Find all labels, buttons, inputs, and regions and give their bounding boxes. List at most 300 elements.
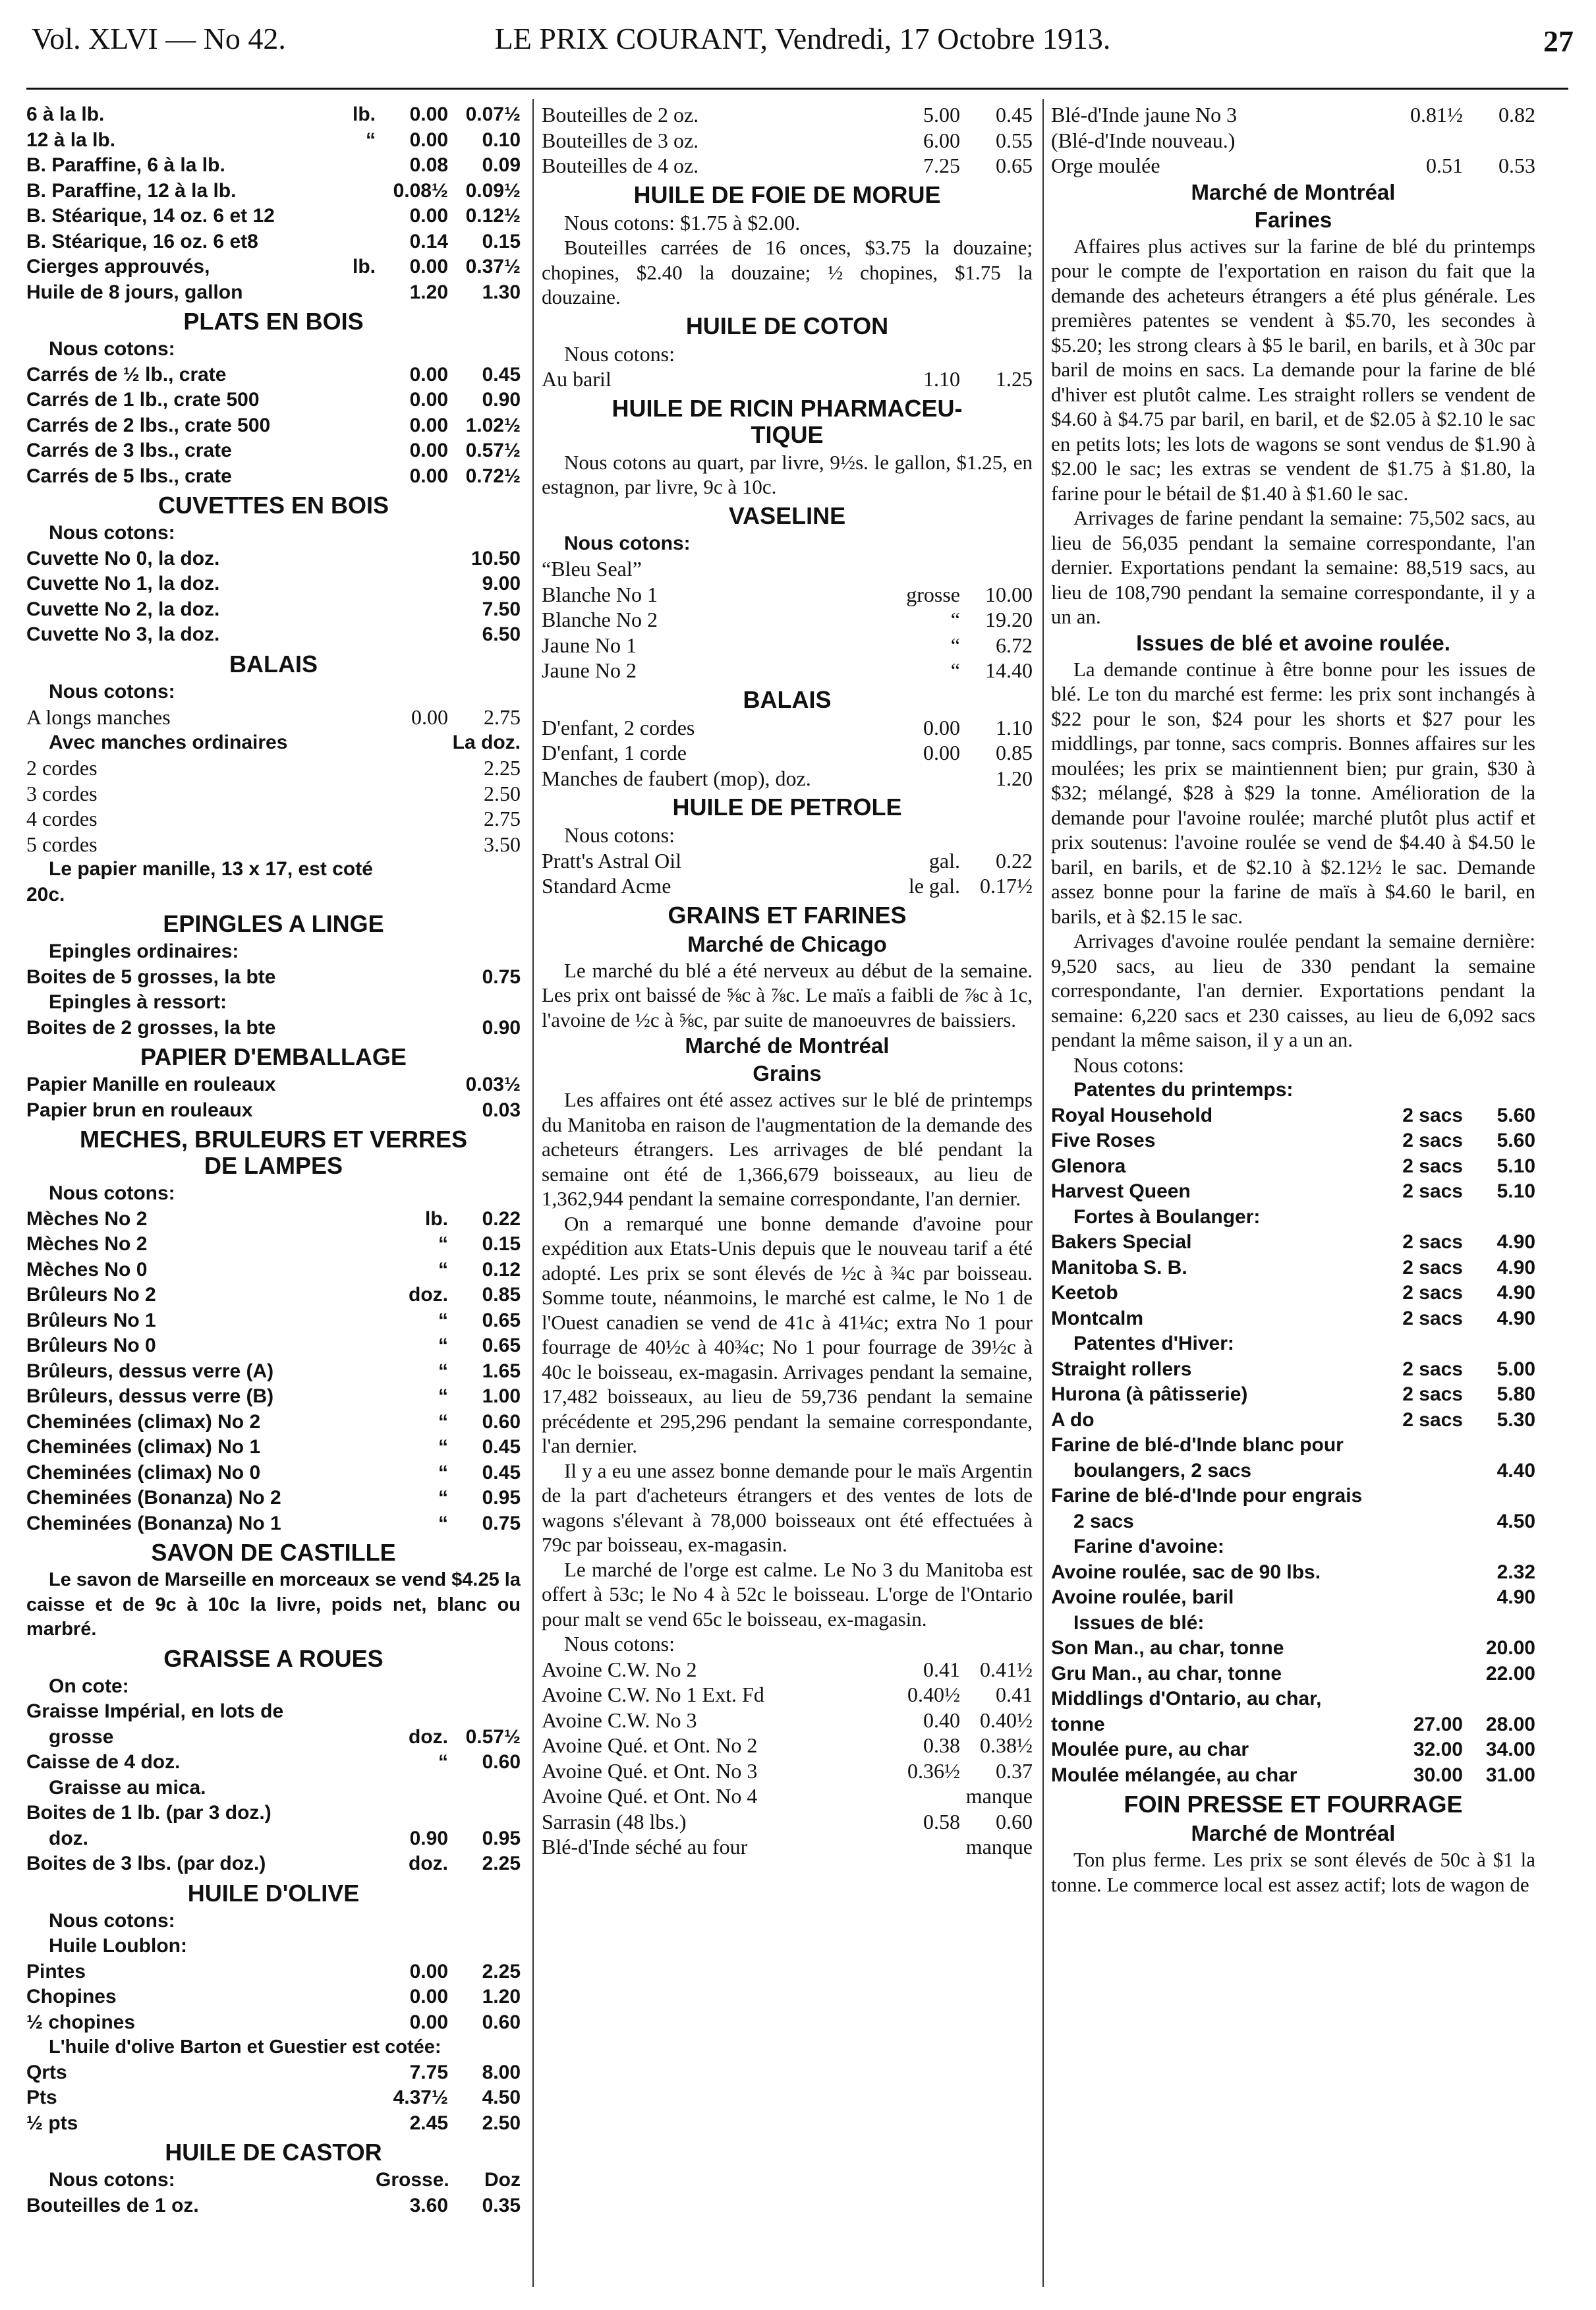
item-unit: 2 sacs (1402, 1358, 1463, 1380)
item-price: 2.25 (484, 756, 521, 780)
market-heading: Marché de Montréal (685, 1033, 890, 1058)
price-row (26, 2085, 521, 2111)
castor-rows-cont (542, 102, 1033, 179)
item-price: 2.50 (484, 781, 521, 805)
item-price: 5.30 (1496, 1408, 1535, 1431)
price-row (1073, 1458, 1535, 1484)
item-unit: 2 sacs (1402, 1180, 1463, 1202)
item-unit: doz. (409, 1725, 448, 1748)
price-row (26, 1410, 521, 1435)
item-price: 0.37 (996, 1758, 1033, 1783)
price-row (26, 388, 521, 413)
item-name: Mèches No 0 (26, 1258, 148, 1281)
column-2 (542, 102, 1033, 2297)
item-unit: 2 sacs (1402, 1307, 1463, 1329)
market-heading: Marché de Montréal (1191, 1821, 1396, 1845)
item-name: Carrés de 1 lb., crate 500 (26, 389, 260, 411)
item-name: Five Roses (1051, 1130, 1156, 1151)
sub-label: Huile Loublon: (49, 1935, 187, 1957)
grains-paragraph: Il y a eu une assez bonne demande pour le maïs Argentin de la part d'acheteurs étrangers et des ventes de lots de wagons s'élevant à 78,000 boisseaux ont été effectuées à 79c par boisseau, ex-magasin. (542, 1458, 1033, 1556)
item-unit: gal. (928, 848, 960, 873)
price-row (26, 781, 521, 807)
item-name: Avoine roulée, baril (1051, 1586, 1234, 1608)
price-row (26, 2010, 521, 2036)
item-name: Huile de 8 jours, gallon (26, 281, 243, 303)
grains-paragraph: Les affaires ont été assez actives sur le blé de printemps du Manitoba en raison de l'augmentation de la demande des acheteurs étrangers. Les arrivages de blé pendant la semaine ont été de 1,366,679 boisseaux, au lieu de 1,362,944 pendant la semaine correspondante, l'an dernier. (542, 1088, 1033, 1210)
item-price: 0.65 (482, 1309, 521, 1331)
item-price: 2.50 (482, 2112, 521, 2134)
plats-list (26, 362, 521, 490)
item-price: 0.75 (482, 1512, 521, 1534)
price-row (542, 128, 1033, 154)
item-price: 0.57½ (465, 1725, 521, 1748)
item-name: Straight rollers (1051, 1358, 1192, 1380)
item-price: 0.03 (482, 1099, 521, 1121)
section-heading: CUVETTES EN BOIS (157, 492, 389, 519)
item-price: 0.81½ (1410, 103, 1463, 127)
item-price: 4.90 (1496, 1586, 1535, 1608)
item-price: Grosse. (376, 2169, 449, 2191)
item-price: 0.00 (409, 2011, 448, 2033)
item-name: 3 cordes (26, 781, 98, 805)
section-heading: HUILE DE PETROLE (672, 794, 902, 821)
item-unit: 2 sacs (1402, 1155, 1463, 1177)
price-row (26, 597, 521, 623)
item-name: Jaune No 2 (542, 658, 637, 682)
price-row (26, 464, 521, 490)
price-row (542, 1834, 1033, 1860)
papier-list (26, 1072, 521, 1123)
item-name: ½ pts (26, 2112, 78, 2134)
item-name: Standard Acme (542, 874, 671, 898)
item-name: 12 à la lb. (26, 129, 116, 151)
price-row (1051, 1382, 1535, 1408)
section-heading: TIQUE (751, 420, 824, 448)
price-row (1051, 102, 1535, 128)
price-row (26, 622, 521, 648)
item-price: 0.12½ (465, 205, 521, 227)
item-name: Brûleurs, dessus verre (B) (26, 1385, 274, 1407)
grains-paragraph: On a remarqué une bonne demande d'avoine pour expédition aux Etats-Unis depuis que le nouveau tarif a été adopté. Les prix se sont élevés de ½c à ¾c par boisseau. Somme toute, néanmoins, le marché est calme, le No 1 de l'Ouest canadien se vend de 41c à 41¼c; extra No 1 pour fourrage de 40½c à 40¾c; No 1 pour fourrage de 39½c à 40c le boisseau, ex-magasin. Arrivages pendant la semaine, 17,482 boisseaux, au lieu de 59,736 pendant la semaine précédente et 295,296 pendant la semaine correspondante, l'an dernier. (542, 1211, 1033, 1457)
section-heading: HUILE DE RICIN PHARMACEU- (612, 394, 963, 422)
sub-label: Fortes à Boulanger: (1073, 1205, 1261, 1228)
section-heading: DE LAMPES (204, 1152, 343, 1179)
item-price: 0.57½ (465, 440, 521, 461)
item-name: Pratt's Astral Oil (542, 848, 681, 873)
item-price: 5.10 (1496, 1155, 1535, 1177)
item-price: 4.50 (1496, 1510, 1535, 1532)
item-price: 34.00 (1485, 1739, 1535, 1760)
item-price: 0.00 (409, 1960, 448, 1982)
item-name: Avoine C.W. No 2 (542, 1657, 697, 1681)
price-row (542, 633, 1033, 658)
price-row (26, 413, 521, 439)
item-price: 4.37½ (393, 2087, 448, 2108)
item-price: 1.02½ (465, 414, 521, 436)
item-unit: lb. (353, 103, 376, 125)
item-price: 0.00 (923, 741, 960, 765)
item-unit: “ (438, 1751, 448, 1773)
item-name: Carrés de 2 lbs., crate 500 (26, 414, 271, 436)
item-name: Glenora (1051, 1155, 1126, 1177)
item-price: 0.00 (409, 103, 448, 125)
item-price: 0.22 (996, 848, 1033, 873)
item-name: Manches de faubert (mop), doz. (542, 766, 811, 790)
vaseline-list (542, 582, 1033, 683)
price-row (542, 607, 1033, 633)
item-name: Bouteilles de 3 oz. (542, 128, 699, 152)
item-unit: “ (438, 1512, 448, 1534)
olive-text: L'huile d'olive Barton et Guestier est cotée: (49, 2036, 442, 2058)
item-name: A longs manches (26, 705, 171, 729)
farine-line: Farine de blé-d'Inde pour engrais (1051, 1485, 1363, 1507)
item-price: 14.40 (985, 658, 1033, 682)
epingles-row (26, 1016, 521, 1041)
item-unit: 2 sacs (1402, 1130, 1463, 1151)
middlings-line: Middlings d'Ontario, au char, (1051, 1688, 1322, 1710)
item-price: 5.60 (1496, 1104, 1535, 1126)
item-price: 0.60 (482, 1410, 521, 1433)
item-name: Gru Man., au char, tonne (1051, 1662, 1282, 1685)
price-row (1051, 1103, 1535, 1129)
quote-label: On cote: (49, 1675, 129, 1697)
price-row (542, 715, 1033, 741)
item-name: Brûleurs No 2 (26, 1284, 156, 1306)
item-price: 1.10 (996, 715, 1033, 739)
item-price: 0.35 (482, 2194, 521, 2216)
farines-paragraph: Affaires plus actives sur la farine de blé du printemps pour le compte de l'exportation en raison du fait que la demande des acheteurs étrangers a été plus générale. Les premières patentes se vendent à $5.70, les secondes à $5.20; les strong clears à $5 le baril, en barils, et à 30c par baril de moins en sacs. La demande pour la farine de blé d'hiver est plutôt calme. Les straight rollers se vendent de $4.60 à $4.75 par baril, en baril, et de $2.05 à $2.10 le sac en petits lots; les lots de wagons se sont vendus de $1.90 à $2.00 le sac; les extras se vendent de $1.75 à $1.80, la farine pour le bétail de $1.40 à $1.60 le sac. (1051, 234, 1535, 505)
item-price: 0.40½ (980, 1708, 1033, 1732)
price-row (1051, 1636, 1535, 1661)
item-name: Moulée pure, au char (1051, 1739, 1249, 1760)
section-heading: GRAISSE A ROUES (163, 1644, 384, 1672)
price-row (26, 705, 521, 730)
item-name: Cheminées (Bonanza) No 1 (26, 1512, 281, 1534)
item-price: 2.25 (482, 1960, 521, 1982)
item-price: 5.00 (1496, 1358, 1535, 1380)
patentes-list (1051, 1103, 1535, 1205)
price-row (1051, 1408, 1535, 1433)
item-name: B. Stéarique, 14 oz. 6 et 12 (26, 205, 275, 227)
price-row (542, 873, 1033, 899)
market-heading: Marché de Montréal (1191, 179, 1396, 204)
item-price: 0.17½ (980, 874, 1033, 898)
volume-number: Vol. XLVI — No 42. (32, 22, 286, 55)
item-price: 30.00 (1413, 1764, 1463, 1786)
item-price: 22.00 (1485, 1662, 1535, 1685)
item-price: 0.45 (482, 1436, 521, 1458)
savon-text: Le savon de Marseille en morceaux se vend $4.25 la caisse et de 9c à 10c la livre, poids net, blanc ou marbré. (26, 1569, 521, 1640)
price-row (542, 1809, 1033, 1835)
price-row (49, 2168, 521, 2193)
item-price: 4.40 (1496, 1459, 1535, 1482)
price-row (26, 571, 521, 597)
price-row (26, 1232, 521, 1257)
item-price: manque (965, 1835, 1033, 1859)
item-unit: “ (950, 633, 960, 657)
price-row (1051, 1357, 1535, 1383)
item-price: 0.00 (923, 715, 960, 739)
item-price: 4.90 (1496, 1256, 1535, 1279)
item-price: 0.53 (1498, 154, 1535, 177)
price-row (542, 366, 1033, 392)
item-price: 0.00 (409, 129, 448, 151)
item-price: 0.90 (409, 1827, 448, 1849)
price-row (1051, 1661, 1535, 1687)
candles-list (26, 102, 521, 305)
item-name: A do (1051, 1408, 1095, 1431)
item-price: 1.65 (482, 1360, 521, 1382)
price-row (1051, 1306, 1535, 1332)
item-price: 0.36½ (907, 1758, 960, 1783)
item-price: 1.20 (482, 1986, 521, 2007)
item-name: Harvest Queen (1051, 1180, 1191, 1202)
item-name: 5 cordes (26, 832, 98, 856)
issues-list-2 (1051, 1712, 1535, 1789)
price-row (1051, 1230, 1535, 1256)
quote-label: Nous cotons: (564, 532, 691, 554)
price-row (1051, 1763, 1535, 1789)
balais-avec-row: Avec manches ordinaires La doz. (49, 731, 521, 753)
section-heading: MECHES, BRULEURS ET VERRES (79, 1126, 468, 1153)
price-row (26, 832, 521, 857)
item-price: 1.30 (482, 281, 521, 303)
item-price: 6.72 (996, 633, 1033, 657)
price-row (1051, 1712, 1535, 1738)
item-price: 6.00 (923, 128, 960, 152)
price-row (1051, 1585, 1535, 1611)
item-price: 27.00 (1413, 1713, 1463, 1735)
price-row (49, 1826, 521, 1852)
price-row (26, 1435, 521, 1460)
sub-label: Epingles à ressort: (49, 991, 227, 1013)
item-name: boulangers, 2 sacs (1073, 1459, 1252, 1482)
item-price: 0.15 (482, 230, 521, 252)
item-price: 8.00 (482, 2061, 521, 2083)
price-row (1051, 153, 1535, 179)
price-row (49, 1725, 521, 1750)
price-row (1051, 1179, 1535, 1205)
item-unit: lb. (425, 1207, 448, 1230)
item-unit: “ (438, 1385, 448, 1407)
price-row (542, 1708, 1033, 1733)
price-row (542, 1783, 1033, 1809)
item-name: Hurona (à pâtisserie) (1051, 1383, 1248, 1405)
price-row (26, 204, 521, 229)
column-divider (1042, 99, 1044, 2287)
item-name: Bouteilles de 4 oz. (542, 154, 699, 177)
item-price: 0.10 (482, 129, 521, 151)
item-price: 0.00 (409, 205, 448, 227)
item-name: B. Paraffine, 6 à la lb. (26, 154, 225, 176)
quote-label: Nous cotons: (49, 338, 175, 360)
quote-label: Nous cotons: (49, 1909, 175, 1932)
quote-label: Nous cotons: (564, 1632, 675, 1656)
foin-text: Ton plus ferme. Les prix se sont élevés de 50c à $1 la tonne. Le commerce local est assez actif; lots de wagon de (1051, 1848, 1535, 1896)
item-price: 1.25 (996, 367, 1033, 391)
item-price: 31.00 (1485, 1764, 1535, 1786)
item-name: Avoine Qué. et Ont. No 2 (542, 1733, 758, 1757)
item-name: Jaune No 1 (542, 633, 637, 657)
column-3 (1051, 102, 1535, 2297)
price-row (26, 280, 521, 306)
sub-label: Patentes d'Hiver: (1073, 1333, 1234, 1354)
item-price: 5.60 (1496, 1130, 1535, 1151)
item-name: Boites de 5 grosses, la bte (26, 966, 276, 988)
item-price: manque (965, 1784, 1033, 1808)
price-row (1051, 1737, 1535, 1763)
item-price: 0.12 (482, 1258, 521, 1281)
item-name: ½ chopines (26, 2011, 136, 2033)
balais-a-row (26, 705, 521, 730)
market-subheading: Farines (1254, 207, 1332, 232)
price-row (26, 1750, 521, 1776)
item-unit: “ (438, 1309, 448, 1331)
price-row (26, 1984, 521, 2010)
price-row (542, 848, 1033, 874)
price-row (26, 546, 521, 572)
price-row (26, 153, 521, 179)
foie-text-2: Bouteilles carrées de 16 onces, $3.75 la douzaine; chopines, $2.40 la douzaine; ½ chopines, $1.75 la douzaine. (542, 236, 1033, 308)
item-price: 0.60 (482, 1751, 521, 1773)
price-row (26, 1308, 521, 1334)
bleu-seal: “Bleu Seal” (542, 557, 642, 581)
farines-paragraph: Arrivages de farine pendant la semaine: 75,502 sacs, au lieu de 56,035 pendant la semaine correspondante, l'an dernier. Exportations pendant la semaine: 88,519 sacs, au lieu de 108,790 pendant la semaine correspondante, il y a un an. (1051, 506, 1535, 628)
price-row (542, 1758, 1033, 1784)
price-row (1051, 1256, 1535, 1281)
item-name: Boites de 2 grosses, la bte (26, 1016, 276, 1039)
petrole-list (542, 848, 1033, 899)
item-price: 5.00 (923, 103, 960, 127)
item-name: Mèches No 2 (26, 1207, 148, 1230)
price-row (1051, 1281, 1535, 1306)
item-unit: 2 sacs (1402, 1231, 1463, 1253)
item-price: 0.22 (482, 1207, 521, 1230)
papier-note: Le papier manille, 13 x 17, est coté (49, 858, 373, 880)
sub-label: Epingles ordinaires: (49, 940, 239, 962)
item-price: 0.51 (1426, 154, 1463, 177)
item-unit: le gal. (908, 874, 960, 898)
item-price: 0.41 (923, 1657, 960, 1681)
item-price: 0.95 (482, 1827, 521, 1849)
item-unit: grosse (906, 582, 960, 606)
item-unit: “ (438, 1410, 448, 1433)
item-unit: “ (438, 1233, 448, 1255)
item-price: 0.15 (482, 1233, 521, 1255)
item-name: Papier Manille en rouleaux (26, 1074, 276, 1095)
item-name: Keetob (1051, 1282, 1118, 1304)
item-price: 0.40 (923, 1708, 960, 1732)
price-row (542, 102, 1033, 128)
price-row (542, 766, 1033, 792)
item-name: Blé-d'Inde jaune No 3 (1051, 103, 1238, 127)
item-unit: 2 sacs (1402, 1256, 1463, 1279)
grains-paragraph: Le marché de l'orge est calme. Le No 3 du Manitoba est offert à 53c; le No 4 à 52c le boisseau. L'orge de l'Ontario pour malt se vend 65c le boisseau, ex-magasin. (542, 1557, 1033, 1631)
price-row (26, 806, 521, 832)
item-price: 0.03½ (465, 1074, 521, 1095)
sub-label: Farine d'avoine: (1073, 1536, 1224, 1557)
market-subheading: Issues de blé et avoine roulée. (1136, 630, 1450, 655)
issues-list (1051, 1636, 1535, 1687)
section-heading: FOIN PRESSE ET FOURRAGE (1124, 1791, 1463, 1818)
item-name: Pts (26, 2087, 57, 2108)
item-name: Son Man., au char, tonne (1051, 1637, 1284, 1659)
item-name: B. Stéarique, 16 oz. 6 et8 (26, 230, 258, 252)
item-price: 4.90 (1496, 1307, 1535, 1329)
item-price: 0.90 (482, 1016, 521, 1039)
item-price: 0.90 (482, 389, 521, 411)
section-heading: BALAIS (229, 650, 318, 678)
item-price: 10.00 (985, 582, 1033, 606)
issues-paragraph: Arrivages d'avoine roulée pendant la semaine dernière: 9,520 sacs, au lieu de 330 pendant la semaine correspondante, l'an dernier. Exportations pendant la semaine: 6,220 sacs et 230 caisses, au lieu de 6,092 sacs pendant la même saison, il y a un an. (1051, 929, 1535, 1051)
price-row (26, 1959, 521, 1985)
item-price: 7.50 (482, 598, 521, 620)
graisse-line: Graisse Impérial, en lots de (26, 1700, 284, 1722)
quote-label: Nous cotons: (1073, 1053, 1184, 1077)
price-row (542, 582, 1033, 608)
price-row (26, 2060, 521, 2086)
item-price: 0.82 (1498, 103, 1535, 127)
item-price: 4.90 (1496, 1231, 1535, 1253)
item-name: Sarrasin (48 lbs.) (542, 1809, 687, 1834)
market-heading: Marché de Chicago (687, 931, 887, 956)
item-price: 1.20 (996, 766, 1033, 790)
item-name: 4 cordes (26, 807, 98, 830)
item-name: Cierges approuvés, (26, 256, 210, 277)
item-price: 0.95 (482, 1487, 521, 1509)
price-row (26, 254, 521, 280)
item-price: 9.00 (482, 573, 521, 594)
item-name: Avoine Qué. et Ont. No 4 (542, 1784, 758, 1808)
fortes-list (1051, 1230, 1535, 1331)
price-row (26, 1283, 521, 1308)
item-name: Blé-d'Inde séché au four (542, 1835, 748, 1859)
item-price: 0.60 (996, 1809, 1033, 1834)
item-name: Brûleurs No 1 (26, 1309, 156, 1331)
price-row (26, 1098, 521, 1124)
price-row (26, 1333, 521, 1359)
item-name: B. Paraffine, 12 à la lb. (26, 179, 237, 202)
price-row (26, 1486, 521, 1511)
sub-label: Patentes du printemps: (1073, 1079, 1294, 1101)
item-name: Cuvette No 2, la doz. (26, 598, 220, 620)
item-price: 0.45 (996, 103, 1033, 127)
section-heading: GRAINS ET FARINES (668, 901, 907, 929)
item-price: 5.80 (1496, 1383, 1535, 1405)
graisse-row (26, 1750, 521, 1776)
graisse-row (26, 1725, 521, 1750)
item-price: 0.72½ (465, 465, 521, 487)
item-unit: 2 sacs (1402, 1383, 1463, 1405)
item-price: 0.58 (923, 1809, 960, 1834)
castor-header (26, 2168, 521, 2193)
item-price: 0.60 (482, 2011, 521, 2033)
item-name: Pintes (26, 1960, 86, 1982)
quote-label: Nous cotons: (49, 680, 175, 703)
item-price: 28.00 (1485, 1713, 1535, 1735)
olive-list (26, 1959, 521, 2036)
item-name: D'enfant, 1 corde (542, 741, 687, 765)
item-name: Carrés de 3 lbs., crate (26, 440, 232, 461)
item-price: 4.90 (1496, 1282, 1535, 1304)
item-name: Au baril (542, 367, 612, 391)
price-row (26, 229, 521, 255)
price-row (26, 362, 521, 388)
section-heading: PLATS EN BOIS (183, 308, 364, 335)
item-price: 4.50 (482, 2087, 521, 2108)
price-row (1073, 1509, 1535, 1535)
item-unit: “ (438, 1487, 448, 1509)
